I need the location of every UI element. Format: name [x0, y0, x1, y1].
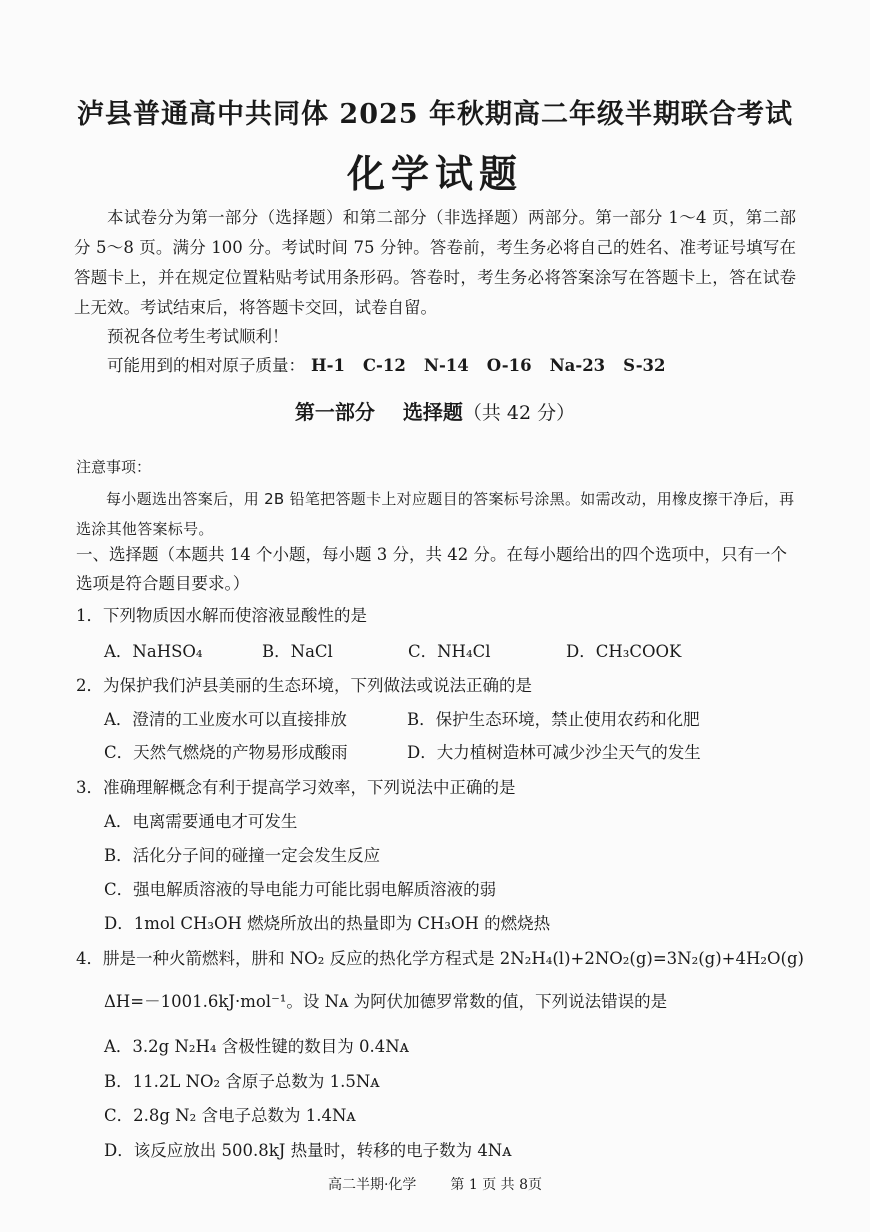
q3-stem: 3．准确理解概念有利于提高学习效率，下列说法中正确的是: [76, 778, 516, 797]
q2-option-b: B．保护生态环境，禁止使用农药和化肥: [407, 710, 700, 729]
mass-o: O-16: [486, 356, 532, 375]
q1-option-d: D．CH₃COOK: [566, 642, 682, 661]
q4-stem-continued: ΔH=－1001.6kJ·mol⁻¹。设 Nᴀ 为阿伏加德罗常数的值，下列说法错误的是: [104, 992, 668, 1011]
q3-option-a: A．电离需要通电才可发生: [104, 812, 298, 831]
wish-text: 预祝各位考生考试顺利！: [107, 327, 289, 346]
q1-option-a: A．NaHSO₄: [104, 642, 203, 661]
q4-stem: 4．肼是一种火箭燃料，肼和 NO₂ 反应的热化学方程式是 2N₂H₄(l)+2NO₂(g)=3N₂(g)+4H₂O(g): [76, 949, 804, 968]
q2-option-a: A．澄清的工业废水可以直接排放: [104, 710, 347, 729]
q4-option-a: A．3.2g N₂H₄ 含极性键的数目为 0.4Nᴀ: [104, 1037, 410, 1056]
q3-option-d: D．1mol CH₃OH 燃烧所放出的热量即为 CH₃OH 的燃烧热: [104, 914, 551, 933]
exam-title: 泸县普通高中共同体 2025 年秋期高二年级半期联合考试: [77, 99, 793, 130]
q3-option-c: C．强电解质溶液的导电能力可能比弱电解质溶液的弱: [104, 880, 497, 899]
page-footer: [0, 1174, 870, 1194]
atomic-masses-line: [107, 352, 666, 376]
q4-option-c: C．2.8g N₂ 含电子总数为 1.4Nᴀ: [104, 1106, 356, 1125]
q4-option-b: B．11.2L NO₂ 含原子总数为 1.5Nᴀ: [104, 1072, 380, 1091]
subject-title: 化学试题: [346, 151, 523, 196]
footer-course: 高二半期·化学: [327, 1177, 417, 1193]
atomic-masses-label: 可能用到的相对原子质量：: [107, 356, 305, 375]
part1-heading: [0, 396, 870, 425]
part1-score-note: （共 42 分）: [462, 402, 576, 424]
mass-h: H-1: [311, 356, 345, 375]
mass-s: S-32: [623, 356, 666, 375]
footer-page-number: 第 1 页 共 8页: [450, 1177, 543, 1193]
q1-option-c: C．NH₄Cl: [408, 642, 491, 661]
notice-text: 每小题选出答案后，用 2B 铅笔把答题卡上对应题目的答案标号涂黑。如需改动，用橡皮擦干净后，再选涂其他答案标号。: [76, 490, 795, 538]
q2-option-c: C．天然气燃烧的产物易形成酸雨: [104, 743, 348, 762]
notice-heading: 注意事项：: [76, 458, 152, 476]
q2-option-d: D．大力植树造林可减少沙尘天气的发生: [407, 743, 701, 762]
part1-title: 第一部分: [294, 400, 375, 424]
mass-na: Na-23: [549, 356, 606, 375]
intro-paragraph: 本试卷分为第一部分（选择题）和第二部分（非选择题）两部分。第一部分 1～4 页，第二部分 5～8 页。满分 100 分。考试时间 75 分钟。答卷前，考生务必将自己的姓名、准考证号填写在答题卡上，并在规定位置粘贴考试用条形码。答卷时，考生务必将答案涂写在答题卡上，答在试卷上无效。考试结束后，将答题卡交回，试卷自留。: [74, 208, 796, 317]
section1-heading: 一、选择题（本题共 14 个小题，每小题 3 分，共 42 分。在每小题给出的四个选项中，只有一个选项是符合题目要求。）: [76, 545, 787, 593]
part1-subtitle: 选择题: [402, 400, 463, 424]
q2-stem: 2．为保护我们泸县美丽的生态环境，下列做法或说法正确的是: [76, 676, 532, 695]
q1-stem: 1．下列物质因水解而使溶液显酸性的是: [76, 606, 367, 625]
q1-option-b: B．NaCl: [262, 642, 333, 661]
mass-n: N-14: [423, 356, 469, 375]
mass-c: C-12: [362, 356, 406, 375]
q4-option-d: D．该反应放出 500.8kJ 热量时，转移的电子数为 4Nᴀ: [104, 1141, 512, 1160]
q3-option-b: B．活化分子间的碰撞一定会发生反应: [104, 846, 381, 865]
